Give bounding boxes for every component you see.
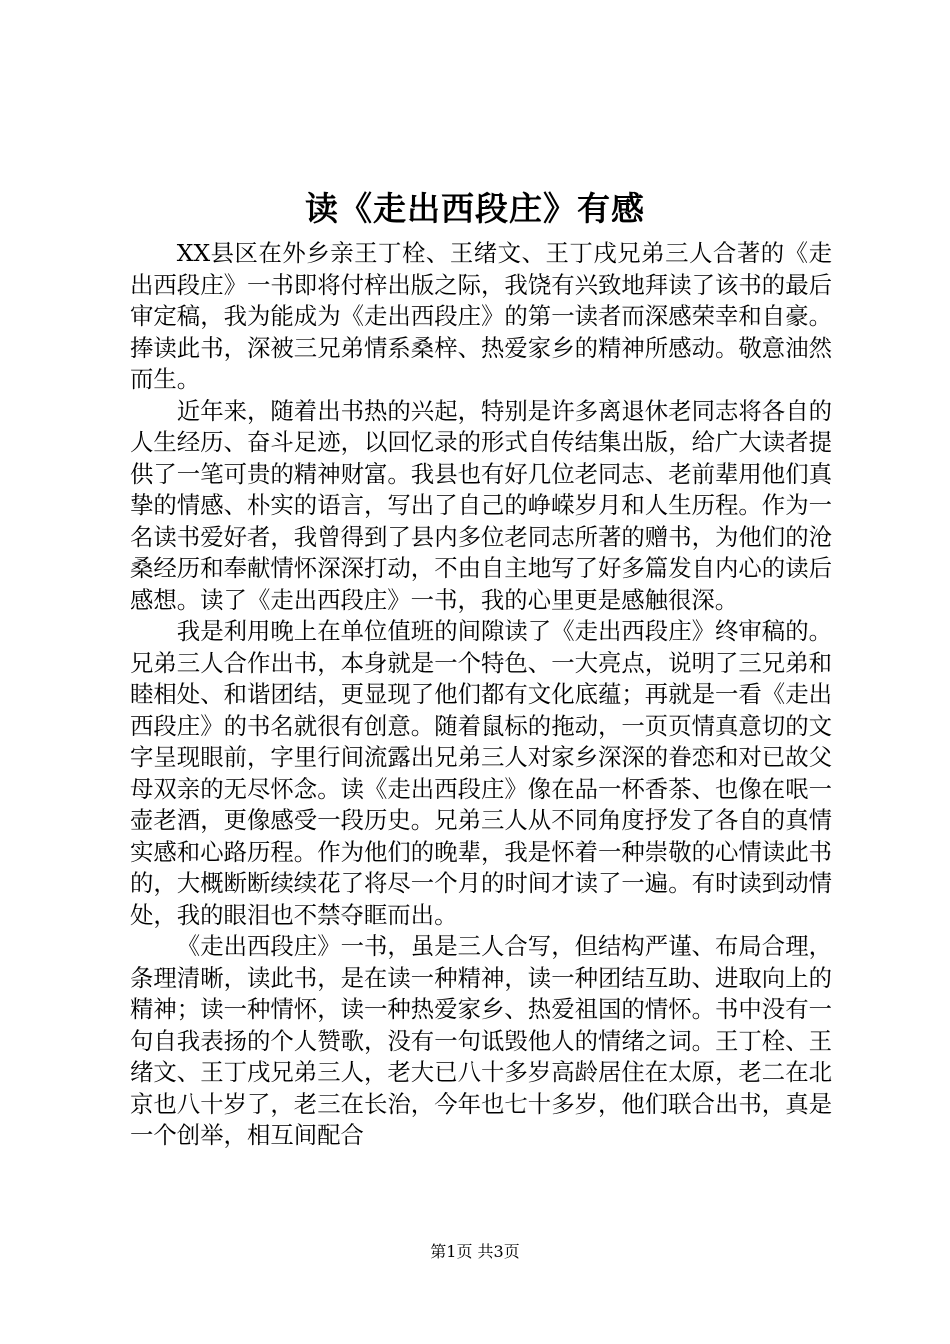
paragraph-4: 《走出西段庄》一书，虽是三人合写，但结构严谨、布局合理，条理清晰，读此书，是在读一种精神，读一种团结互助、进取向上的精神；读一种情怀，读一种热爱家乡、热爱祖国的情怀。书中没有一句自我表扬的个人赞歌，没有一句诋毁他人的情绪之词。王丁栓、王绪文、王丁戌兄弟三人，老大已八十多岁高龄居住在太原，老二在北京也八十岁了，老三在长治，今年也七十多岁，他们联合出书，真是一个创举，相互间配合 [130,932,832,1149]
page-footer: 第1页 共3页 [430,1242,520,1261]
paragraph-1: XX县区在外乡亲王丁栓、王绪文、王丁戌兄弟三人合著的《走出西段庄》一书即将付梓出版之际，我饶有兴致地拜读了该书的最后审定稿，我为能成为《走出西段庄》的第一读者而深感荣幸和自豪。捧读此书，深被三兄弟情系桑梓、热爱家乡的精神所感动。敬意油然而生。 [130,239,832,393]
document-title: 读《走出西段庄》有感 [305,189,645,228]
paragraph-3: 我是利用晚上在单位值班的间隙读了《走出西段庄》终审稿的。兄弟三人合作出书，本身就是一个特色、一大亮点，说明了三兄弟和睦相处、和谐团结，更显现了他们都有文化底蕴；再就是一看《走出西段庄》的书名就很有创意。随着鼠标的拖动，一页页情真意切的文字呈现眼前，字里行间流露出兄弟三人对家乡深深的眷恋和对已故父母双亲的无尽怀念。读《走出西段庄》像在品一杯香茶、也像在呡一壶老酒，更像感受一段历史。兄弟三人从不同角度抒发了各自的真情实感和心路历程。作为他们的晚辈，我是怀着一种崇敬的心情读此书的，大概断断续续花了将尽一个月的时间才读了一遍。有时读到动情处，我的眼泪也不禁夺眶而出。 [130,617,832,929]
document-body [130,238,832,1152]
paragraph-2: 近年来，随着出书热的兴起，特别是许多离退休老同志将各自的人生经历、奋斗足迹，以回忆录的形式自传结集出版，给广大读者提供了一笔可贵的精神财富。我县也有好几位老同志、老前辈用他们真挚的情感、朴实的语言，写出了自己的峥嵘岁月和人生历程。作为一名读书爱好者，我曾得到了县内多位老同志所著的赠书，为他们的沧桑经历和奉献情怀深深打动，不由自主地写了好多篇发自内心的读后感想。读了《走出西段庄》一书，我的心里更是感触很深。 [130,396,832,614]
